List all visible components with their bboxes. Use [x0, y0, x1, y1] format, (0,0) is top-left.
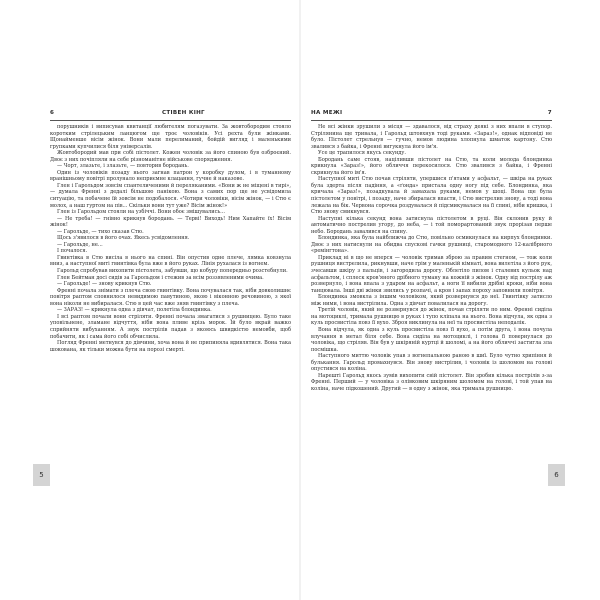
paragraph: порушників і виписував квитанції любителям погазувати. За жовтобородим стояло коротким стрілецьким ланцюгом ще троє чоловіків. Усі рехта були жінками. Щонайменше вісім жінок. Вони мали перелиманий, бойдій вигляд і маленькими групками купчилися біля універсалів.: [50, 124, 291, 150]
paragraph: — Чорт, злазьте, і злазьте, — повторив бородань.: [57, 163, 189, 170]
paragraph: Усе це трапилося якусь секунду.: [318, 150, 406, 157]
left-page-number: 6: [50, 110, 55, 116]
paragraph: Погляд Френні метнувся до дівчини, хоча вона й не припиняла вдивлятися. Вона така шокована, як тільки можна бути на порозі смерті.: [50, 340, 291, 353]
paragraph: Гвинтівка в Стю висіла в нього на спині. Він опустив одне плече, лямка ковзнула вниз, а наступної миті гвинтівка була вже в його руках. Лінія рухалася із вогнем.: [50, 254, 291, 268]
paragraph: Глен Бейтман досі сидів за Гарольдом і стежив за всім роззявленими очима.: [57, 274, 264, 281]
paragraph: — ЗАРАЗ! — крикнула одна з дівчат, полетіла блондинка.: [57, 307, 212, 314]
paragraph: Один із чоловіків позаду нього загнав патрон у коробку дулом, і в туманному вранішньому повітрі пролунало неприємне клацання, гучне й наказове.: [50, 169, 291, 183]
paragraph: Блондинка, яка була найближча до Стю, повільно осмикнулася на кирпух блондинки. Двоє з них натиснули на обидва спускові гачки рушниці, старомодного 12-калібрного «ремінгтона».: [311, 235, 552, 255]
right-page-header: [311, 108, 552, 121]
right-page-number: 7: [547, 110, 552, 116]
left-page-header: [50, 108, 291, 121]
paragraph: І всі раптом почали вони стріляти. Френні почала змагатися з рушницею. Було таке уповільнене, зламане відчуття, ніби вона пливе крізь морок. Їй було вкрай важко сприйняти вибуханням. А звук пострілів падав з якоюсь швидкістю немовби, щоб побачити, як і сама його собі обчислила.: [50, 313, 291, 340]
paragraph: Глен із Гарольдом стояли на узбіччі. Вони обоє змішувались...: [57, 209, 225, 216]
paragraph: Наступного миттю чоловік упав з вогнепальною раною в шиї. Було чутно хрипіння й булькання. Гарольд промахнувся. Він знову вистрілив, і чоловік із шоломом на голові опустився на коліна.: [311, 353, 552, 373]
paragraph: Жовтобородий мав при собі пістолет. Кожен чоловік за його спиною був озброєний. Двоє з них почіпляли на себе різноманітне військове спорядження.: [50, 150, 291, 163]
paragraph: — Гарольде, — тихо сказав Стю.: [57, 228, 144, 235]
paragraph: — Гарольде! — знову крикнув Стю.: [57, 281, 152, 288]
paragraph: Третій чоловік, який не розвернувся до жінок, почав стріляти по ним. Френні сиділа на мотоциклі, тримала рушницю в руках і тупо кліпала на нього. Вона відчула, як одна з куль просвистіла повз її вухо. Зброя виклинула на неї та просвистіла неподалік.: [311, 307, 552, 327]
right-folio-tab: 6: [548, 464, 565, 486]
book-gutter: [299, 0, 301, 600]
right-page: [311, 108, 552, 548]
left-page-text: [50, 124, 291, 353]
paragraph: Приклад ні в що не вперся — чоловік тримав зброю за правим стегном, — тож коли рушниця вистрелила, рикнувши, наче грім у маленькій кімнаті, вона вилетіла з його рук, зчесавши шкіру з пальців, і загородила дорогу. Облетіло пилом і сталевих кульок над асфальтом, і сплеск кров'яного дрібного туману на кожній з жінок. Одну від пострілу аж розвернуло, і вона впала з ударом на асфальт, а ноги її вибили дрібні кроки, ніби вона танцювала. Інші дві жінки звились у розпачі, а кров і запах пороху заповнили повітря.: [311, 254, 552, 294]
paragraph: — Гарольде, не...: [57, 241, 103, 248]
paragraph: Наступної миті Стю почав стріляти, упершися п'ятами у асфальт, — шкіра на руках була здерта після падіння, а «ґонда» пристала одну ногу під себе. Блондинка, яка кричала «Зараз!», позадкувала й замахала руками, немов у шоці. Вона ще була пістолетом у повітрі, і позаду, наче збиралася впасти, і Стю вистрелив знову, а тоді вона лежала на бік. Червона сорочка роздувалася й підсмикувалася на її спині, ніби кришка, і Стю знову смикнувся.: [311, 176, 552, 216]
paragraph: І почалося.: [57, 248, 88, 255]
paragraph: Щось з'явилося в його очах. Якесь усвідомлення.: [57, 235, 190, 242]
paragraph: Вона відчула, як одна з куль просвистіла повз її вухо, а потім друга, і вона почула влучання в метал біля себе. Вона сиділа на мотоциклі, і голова її повернулася до чоловіка, що стріляв. Він був у шкіряній куртці й шоломі, а на його обличчі застигла зла посмішка.: [311, 326, 552, 353]
paragraph: Не всі жінки зрушили з місця — здавалося, від страху деякі з них впали в ступор. Стрілянина ще тривала, і Гарольд штовхнув тоді руками. «Зараз!», однак відповіді не було. Пістолет стрельнув — гучно, немов людина хлопнула шматок картону. Стю звалився з байка, і Френні вигукнула його ім'я.: [311, 124, 552, 150]
paragraph: — Не треба! — гнівно крикнув бородань. — Терві! Виходь! Ним Хапайте їх! Вісім жінок!: [50, 215, 291, 229]
paragraph: Нарешті Гарольд якось зумів вихопити свій пістолет. Він зробив кілька пострілів з-за Френні. Перший — у чоловіка з олівковим шкіряним шоломом на голові, і той упав на коліна, наче підкошений. Другий — в одну з жінок, яка тримала рушницю.: [311, 372, 552, 392]
left-page: [50, 108, 291, 548]
left-running-head: СТІВЕН КІНГ: [162, 110, 205, 116]
right-running-head: НА МЕЖІ: [311, 110, 343, 116]
paragraph: Блондинка змовкла з іншим чоловіком, який розвернувся до неї. Гвинтівку затисло між ними, і вона вистрілила. Одна з дівчат повалилася на дорогу.: [311, 294, 552, 307]
paragraph: Гарольд спробував вихопити пістолета, забувши, що кобуру попередньо розстебнули.: [57, 268, 288, 275]
paragraph: Наступні кілька секунд вона затиснула пістолетом в руці. Він склонив руку й автоматично пострелив угору, до неба, — і той поморартований звук прорізав перше небо. Бородань завалився на спину.: [311, 215, 552, 235]
right-page-text: [311, 124, 552, 392]
left-folio-tab: 5: [33, 464, 50, 486]
paragraph: Бородань саме стояв, націливши пістолет на Стю, та коли молода блондинка крикнула «Зараз!», його обличчя перекосилося. Стю звалився з байка, і Френні скрикнула його ім'я.: [311, 156, 552, 176]
paragraph: Глен і Гарольдом зовсім спантеличеними й переляканими. «Вони ж не міщені в тирі», — думала Френні з дедалі більшою панікою. Вона з самих пор ще не усвідомила ситуацію, та побачене їй зовсім не подобалося. «Чотири чоловіки, вісім жінок, — і Стю є молох, а наш гуртом на пів... Скільки вони тут уже? Вісім жінок!»: [50, 182, 291, 209]
paragraph: Френні почала знімати з плеча свою гвинтівку. Вона почувалася так, ніби довколишнє повітря раптом сповнилося невидимою павутиною, якою і віконною речовиною, з якої вона ніколи не вибиралася. Стю в цей час вже зняв гвинтівку з плеча.: [50, 287, 291, 307]
